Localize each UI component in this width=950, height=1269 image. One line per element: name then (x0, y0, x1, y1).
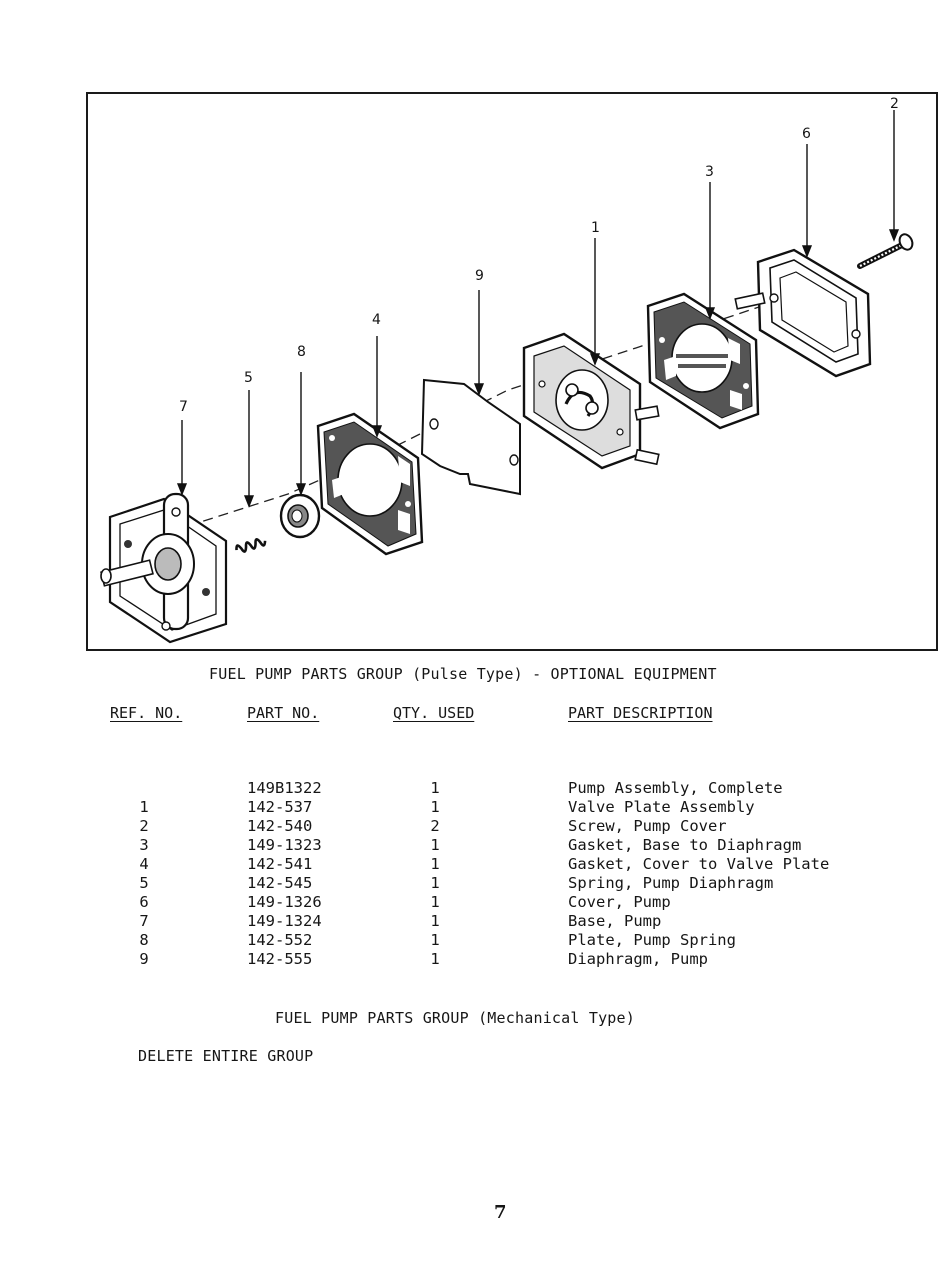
exploded-diagram-frame (86, 92, 938, 651)
header-part-no: PART NO. (247, 704, 320, 722)
row-qty: 1 (430, 912, 440, 930)
row-qty: 1 (430, 950, 440, 968)
row-qty: 1 (430, 874, 440, 892)
row-part-no: 142-540 (247, 817, 313, 835)
row-ref: 6 (139, 893, 149, 911)
row-part-no: 149B1322 (247, 779, 322, 797)
part-7-pump-base (101, 494, 226, 642)
mechanical-group-title: FUEL PUMP PARTS GROUP (Mechanical Type) (275, 1009, 635, 1027)
row-part-no: 149-1323 (247, 836, 322, 854)
row-part-no: 142-541 (247, 855, 313, 873)
part-8-spring-plate (281, 495, 319, 537)
row-description: Plate, Pump Spring (568, 931, 736, 949)
part-5-spring (235, 537, 266, 554)
row-description: Base, Pump (568, 912, 662, 930)
row-description: Gasket, Base to Diaphragm (568, 836, 802, 854)
row-ref: 7 (139, 912, 149, 930)
part-2-screw (860, 232, 915, 266)
row-qty: 1 (430, 779, 440, 797)
row-ref: 9 (139, 950, 149, 968)
row-part-no: 142-555 (247, 950, 313, 968)
row-description: Diaphragm, Pump (568, 950, 708, 968)
row-part-no: 142-545 (247, 874, 313, 892)
header-qty-used: QTY. USED (393, 704, 475, 722)
row-ref: 5 (139, 874, 149, 892)
callout-8: 8 (297, 344, 306, 360)
row-ref: 3 (139, 836, 149, 854)
row-description: Valve Plate Assembly (568, 798, 755, 816)
row-ref: 4 (139, 855, 149, 873)
callout-5: 5 (244, 370, 253, 386)
row-description: Gasket, Cover to Valve Plate (568, 855, 830, 873)
row-part-no: 149-1326 (247, 893, 322, 911)
part-4-gasket (318, 414, 422, 554)
row-qty: 1 (430, 836, 440, 854)
header-part-description: PART DESCRIPTION (568, 704, 713, 722)
row-ref: 2 (139, 817, 149, 835)
row-description: Screw, Pump Cover (568, 817, 727, 835)
row-ref: 8 (139, 931, 149, 949)
row-qty: 1 (430, 798, 440, 816)
part-9-diaphragm (422, 380, 520, 494)
header-ref-no: REF. NO. (110, 704, 183, 722)
row-qty: 1 (430, 931, 440, 949)
row-part-no: 149-1324 (247, 912, 322, 930)
row-qty: 1 (430, 855, 440, 873)
callout-3: 3 (705, 164, 714, 180)
row-description: Pump Assembly, Complete (568, 779, 783, 797)
mechanical-group-note: DELETE ENTIRE GROUP (138, 1047, 314, 1065)
callout-4: 4 (372, 312, 381, 328)
row-qty: 2 (430, 817, 440, 835)
pulse-group-title: FUEL PUMP PARTS GROUP (Pulse Type) - OPTIONAL EQUIPMENT (209, 665, 717, 683)
part-3-gasket (648, 294, 758, 428)
row-ref: 1 (139, 798, 149, 816)
callout-2: 2 (890, 96, 899, 112)
callout-7: 7 (179, 399, 188, 415)
row-part-no: 142-552 (247, 931, 313, 949)
row-part-no: 142-537 (247, 798, 313, 816)
callout-6: 6 (802, 126, 811, 142)
callout-1: 1 (591, 220, 600, 236)
callout-9: 9 (475, 268, 484, 284)
row-qty: 1 (430, 893, 440, 911)
page-number: 7 (494, 1202, 507, 1223)
row-description: Spring, Pump Diaphragm (568, 874, 774, 892)
fuel-pump-exploded-diagram (88, 94, 936, 649)
row-description: Cover, Pump (568, 893, 671, 911)
